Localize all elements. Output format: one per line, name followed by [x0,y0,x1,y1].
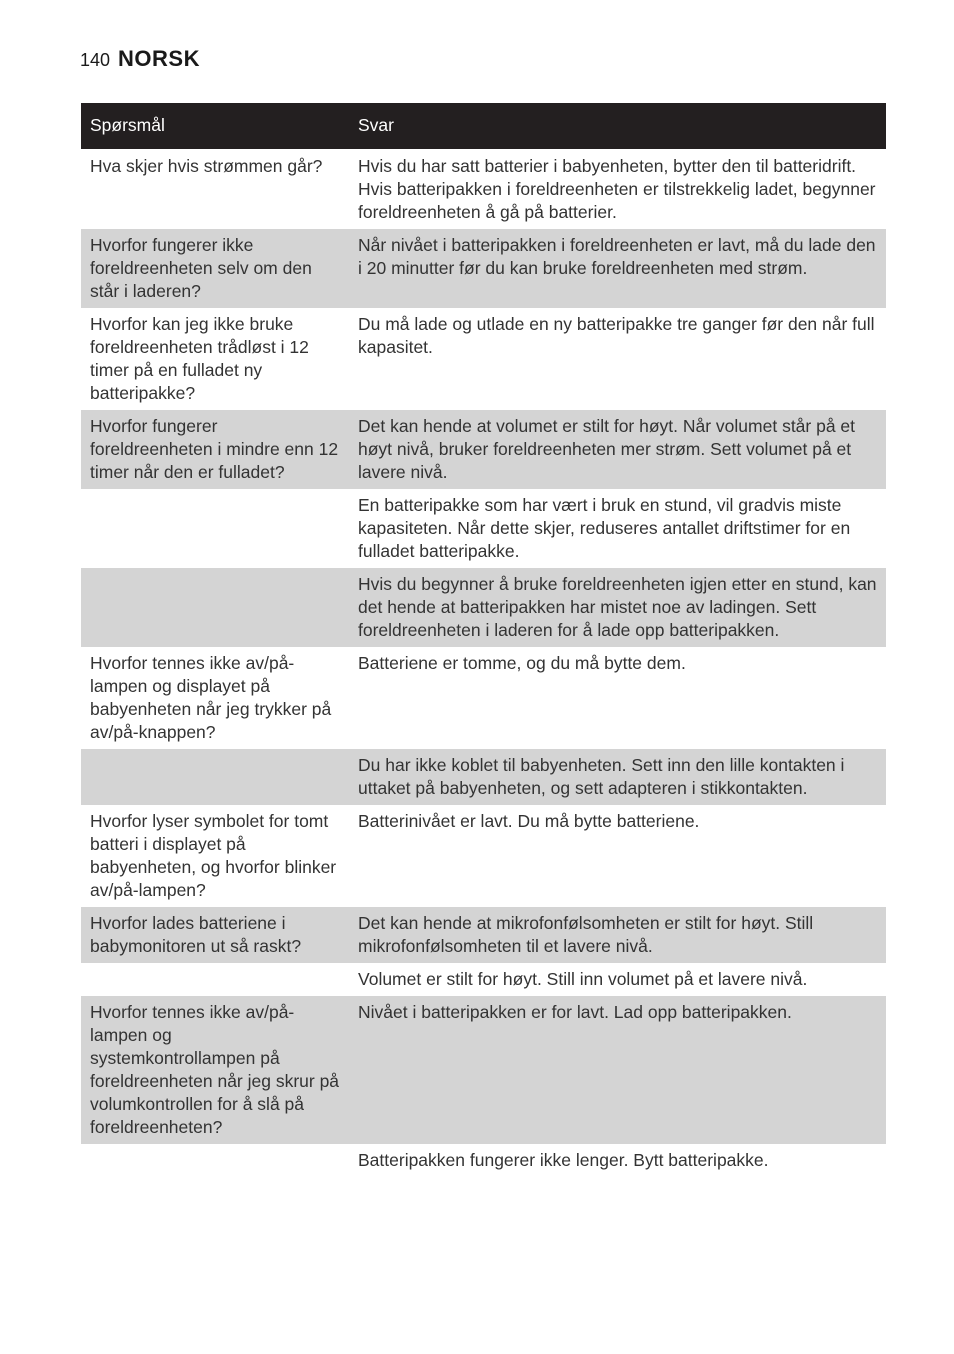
question-cell [81,489,349,568]
table-row [81,568,886,647]
answer-cell: Volumet er stilt for høyt. Still inn volumet på et lavere nivå. [358,969,808,989]
question-cell: Hvorfor kan jeg ikke bruke foreldreenheten trådløst i 12 timer på en fulladet ny batteripakke? [90,314,309,403]
faq-table [81,103,886,1177]
answer-cell: Hvis du begynner å bruke foreldreenheten igjen etter en stund, kan det hende at batteripakken har mistet noe av ladingen. Sett foreldreenheten i laderen for å lade opp batteripakken. [349,568,886,647]
question-cell: Hva skjer hvis strømmen går? [90,156,323,176]
answer-cell: Det kan hende at volumet er stilt for høyt. Når volumet står på et høyt nivå, bruker foreldreenheten mer strøm. Sett volumet på et lavere nivå. [349,410,886,489]
table-row [81,410,886,489]
question-cell: Hvorfor fungerer foreldreenheten i mindre enn 12 timer når den er fulladet? [81,410,349,489]
table-row [81,907,886,963]
question-cell: Hvorfor fungerer ikke foreldreenheten selv om den står i laderen? [81,229,349,308]
answer-cell: Batteripakken fungerer ikke lenger. Bytt batteripakke. [358,1150,769,1170]
table-row [81,1144,886,1177]
table-header-row [81,103,886,149]
question-cell [81,568,349,647]
answer-cell: Du har ikke koblet til babyenheten. Sett inn den lille kontakten i uttaket på babyenheten, og sett adapteren i stikkontakten. [349,749,886,805]
table-row [81,229,886,308]
question-cell [81,749,349,805]
question-cell [81,963,349,996]
question-cell: Hvorfor lyser symbolet for tomt batteri i displayet på babyenheten, og hvorfor blinker av/på-lampen? [90,811,337,900]
question-cell: Hvorfor tennes ikke av/på-lampen og displayet på babyenheten når jeg trykker på av/på-knappen? [90,653,332,742]
question-cell [81,1144,349,1177]
answer-cell: Hvis du har satt batterier i babyenheten, bytter den til batteridrift. Hvis batteripakken i foreldreenheten er tilstrekkelig ladet, begynner foreldreenheten å gå på batterier. [358,156,876,222]
answer-cell: En batteripakke som har vært i bruk en stund, vil gradvis miste kapasiteten. Når dette skjer, reduseres antallet driftstimer for en fulladet batteripakke. [358,495,851,561]
page-header [80,46,200,72]
faq-body [81,149,886,1177]
answer-cell: Batteriene er tomme, og du må bytte dem. [358,653,686,673]
table-row [81,149,886,229]
question-cell: Hvorfor tennes ikke av/på-lampen og systemkontrollampen på foreldreenheten når jeg skrur på volumkontrollen for å slå på foreldreenheten? [81,996,349,1144]
table-row [81,749,886,805]
page-number: 140 [80,50,111,70]
answer-cell: Når nivået i batteripakken i foreldreenheten er lavt, må du lade den i 20 minutter før du kan bruke foreldreenheten med strøm. [349,229,886,308]
table-row [81,996,886,1144]
answer-cell: Du må lade og utlade en ny batteripakke tre ganger før den når full kapasitet. [358,314,875,357]
answer-cell: Nivået i batteripakken er for lavt. Lad opp batteripakken. [349,996,886,1144]
section-title: NORSK [118,46,200,71]
column-header-question: Spørsmål [81,103,349,149]
answer-cell: Det kan hende at mikrofonfølsomheten er stilt for høyt. Still mikrofonfølsomheten til et lavere nivå. [349,907,886,963]
answer-cell: Batterinivået er lavt. Du må bytte batteriene. [358,811,700,831]
table-row [81,805,886,907]
table-row [81,963,886,996]
table-row [81,308,886,410]
table-row [81,489,886,568]
table-row [81,647,886,749]
question-cell: Hvorfor lades batteriene i babymonitoren ut så raskt? [81,907,349,963]
column-header-answer: Svar [349,103,886,149]
